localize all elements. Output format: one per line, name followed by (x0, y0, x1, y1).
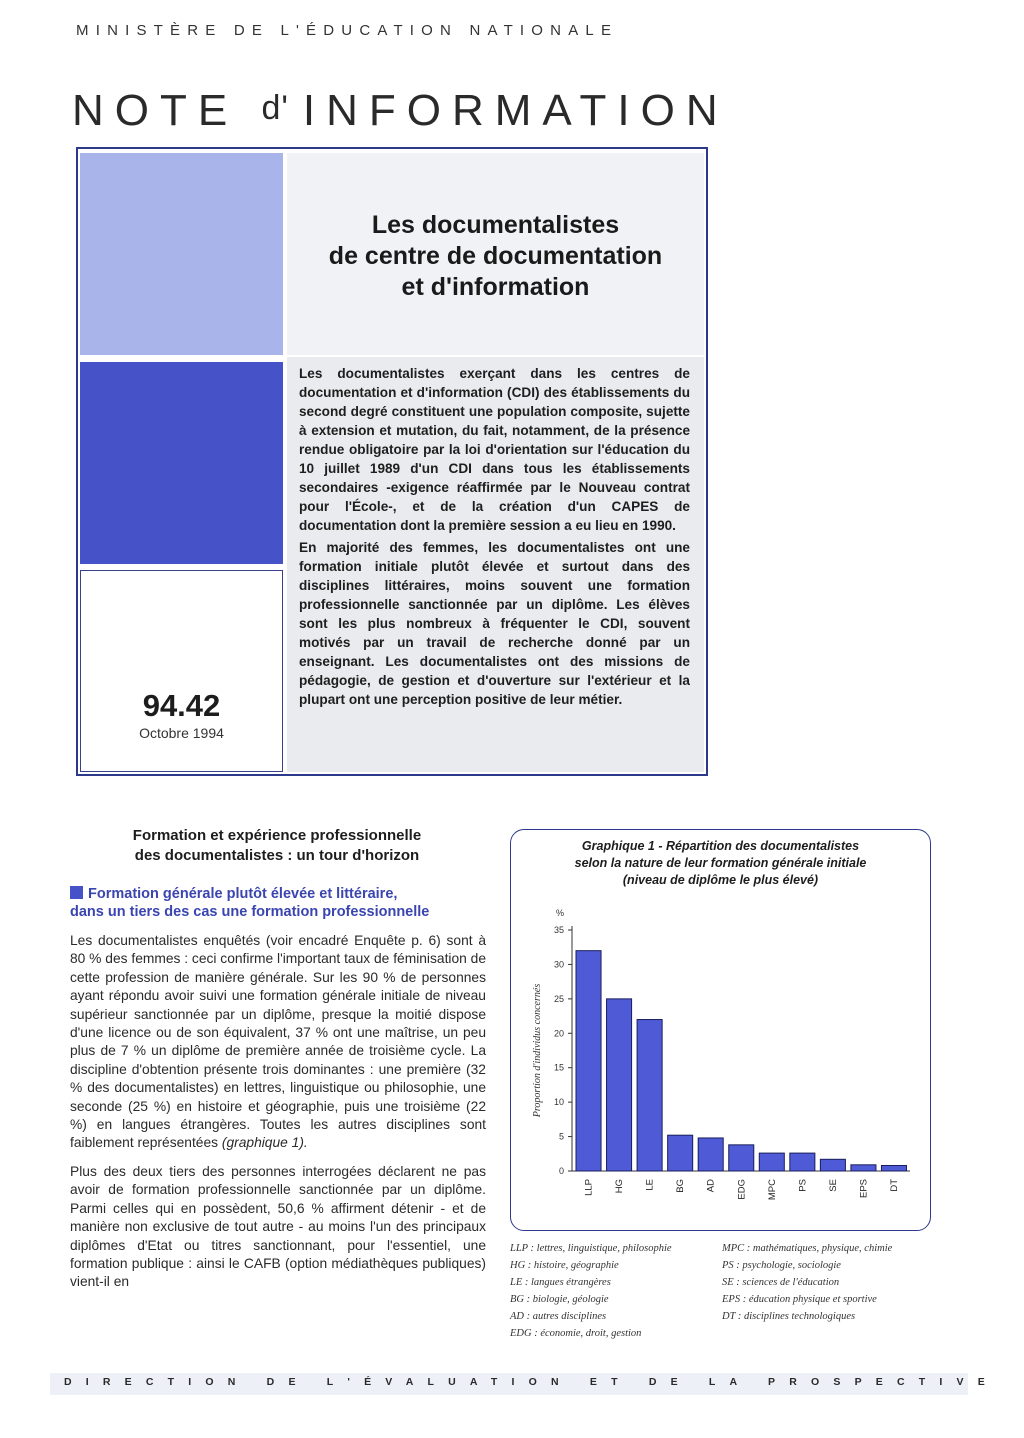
bar-le (637, 1020, 662, 1171)
subsection-heading-line: dans un tiers des cas une formation professionnelle (70, 904, 430, 920)
publication-title (72, 86, 732, 136)
legend-entry: HG : histoire, géographie (510, 1260, 619, 1271)
chart-title-line: (niveau de diplôme le plus élevé) (622, 873, 819, 887)
bar-mpc (759, 1153, 784, 1171)
bar-hg (607, 999, 632, 1171)
y-tick-label: 5 (558, 1131, 564, 1142)
y-unit-label: % (555, 908, 565, 918)
legend-entry: SE : sciences de l'éducation (722, 1277, 840, 1288)
title-d: d' (261, 89, 289, 127)
bar-se (820, 1159, 845, 1171)
bar-eps (851, 1165, 876, 1171)
title-information: INFORMATION (302, 86, 729, 135)
legend-entry: DT : disciplines technologiques (722, 1311, 856, 1322)
section-heading-line: des documentalistes : un tour d'horizon (134, 847, 420, 864)
bar-edg (729, 1145, 754, 1171)
x-tick-label: LE (644, 1179, 656, 1191)
chart-title (514, 838, 927, 889)
legend-entry: PS : psychologie, sociologie (722, 1260, 841, 1271)
bar-chart (514, 900, 927, 1220)
x-tick-label: HG (614, 1179, 626, 1194)
x-tick-label: SE (827, 1179, 839, 1192)
body-paragraph: Plus des deux tiers des personnes interrogées déclarent ne pas avoir de formation professionnelle sanctionnée par un diplôme. Parmi celles qui en possèdent, 50,6 % affirment détenir - et de manière non exclusive de tout autre - au moins l'un des principaux diplômes d'Etat ou titres sanctionnant, pour l'essentiel, une formation publique : ainsi le CAFB (option médiathèques publiques) vient-il en (70, 1163, 486, 1290)
bar-dt (881, 1165, 906, 1171)
paragraph-text: Les documentalistes enquêtés (voir encadré Enquête p. 6) sont à 80 % des femmes : ceci confirme l'important taux de féminisation de cette profession de manière générale. Sur les 90 % de personnes ayant répondu avoir suivi une formation générale initiale de niveau supérieur sanctionnée par un diplôme, presque la moitié dispose d'une licence ou de son équivalent, 37 % ont une maîtrise, un peu plus de 7 % un diplôme de première année de troisième cycle. La discipline d'obtention présente trois dominantes : une première (32 % des documentalistes) en lettres, linguistique ou philosophie, une seconde (25 %) en histoire et géographie, puis une troisième (22 %) en langues étrangères. Toutes les autres disciplines sont faiblement représentées (70, 933, 486, 1151)
x-tick-label: DT (888, 1179, 900, 1192)
legend-entry: AD : autres disciplines (510, 1311, 607, 1322)
document-title (287, 210, 704, 303)
legend-entry: BG : biologie, géologie (510, 1294, 609, 1305)
issue-number: 94.42 (142, 688, 221, 723)
legend-entry: EDG : économie, droit, gestion (510, 1328, 642, 1339)
x-tick-label: MPC (766, 1179, 778, 1201)
chart-legend-right (722, 1240, 937, 1325)
subsection-heading (70, 885, 484, 921)
issue-box (80, 570, 283, 772)
body-paragraph (70, 932, 486, 1153)
y-tick-label: 35 (553, 925, 564, 935)
ministry-header: MINISTÈRE DE L'ÉDUCATION NATIONALE (76, 22, 619, 39)
section-heading-line: Formation et expérience professionnelle (132, 827, 422, 844)
y-tick-label: 30 (553, 959, 564, 970)
y-axis-title: Proportion d'individus concernés (532, 983, 543, 1118)
abstract-paragraph: Les documentalistes exerçant dans les centres de documentation et d'information (CDI) des établissements du second degré constituent une population composite, sujette à extension et mutation, du fait, notamment, de la présence rendue obligatoire par la loi d'orientation sur l'éducation du 10 juillet 1989 d'un CDI dans tous les établissements secondaires -exigence réaffirmée par le Nouveau contrat pour l'École-, et de la création d'un CAPES de documentation dont la première session a eu lieu en 1990. (299, 366, 690, 533)
legend-entry: MPC : mathématiques, physique, chimie (722, 1243, 893, 1254)
y-tick-label: 15 (553, 1062, 564, 1073)
chart-legend-left (510, 1240, 715, 1342)
x-tick-label: EPS (858, 1179, 870, 1199)
x-tick-label: LLP (583, 1179, 595, 1196)
title-line: et d'information (401, 273, 590, 301)
x-tick-label: EDG (736, 1179, 748, 1200)
bar-bg (668, 1135, 693, 1171)
chart-title-line: selon la nature de leur formation générale initiale (574, 856, 867, 870)
legend-entry: LE : langues étrangères (510, 1277, 611, 1288)
x-tick-label: BG (675, 1179, 687, 1193)
body-text (70, 932, 486, 1302)
legend-entry: EPS : éducation physique et sportive (722, 1294, 877, 1305)
section-heading (70, 826, 484, 866)
figure-reference: (graphique 1). (221, 1135, 308, 1151)
title-line: de centre de documentation (328, 242, 663, 270)
square-bullet-icon (70, 886, 83, 899)
abstract-paragraph: En majorité des femmes, les documentalistes ont une formation initiale plutôt élevée et surtout dans des disciplines littéraires, moins souvent une formation professionnelle sanctionnée par un diplôme. Les élèves sont les plus nombreux à fréquenter le CDI, souvent motivés par un travail de recherche donné par un enseignant. Les documentalistes ont des missions de pédagogie, de gestion et d'ouverture sur l'extérieur et la plupart ont une perception positive de leur métier. (299, 540, 690, 707)
y-tick-label: 25 (553, 993, 564, 1004)
title-note: NOTE (72, 86, 239, 135)
decor-block-light (80, 153, 283, 355)
issue-date: Octobre 1994 (139, 725, 224, 741)
bar-ad (698, 1138, 723, 1171)
y-tick-label: 10 (553, 1097, 564, 1108)
chart-title-line: Graphique 1 - Répartition des documentalistes (581, 839, 860, 853)
title-line: Les documentalistes (371, 211, 620, 239)
x-tick-label: AD (705, 1179, 717, 1193)
abstract (299, 364, 690, 712)
decor-block-dark (80, 362, 283, 564)
subsection-heading-line: Formation générale plutôt élevée et littéraire, (88, 886, 398, 902)
legend-entry: LLP : lettres, linguistique, philosophie (510, 1243, 672, 1254)
bar-ps (790, 1153, 815, 1171)
footer-directorate: DIRECTION DE L'ÉVALUATION ET DE LA PROSPECTIVE (64, 1376, 999, 1388)
y-tick-label: 20 (553, 1028, 564, 1039)
bar-llp (576, 951, 601, 1171)
y-tick-label: 0 (558, 1166, 564, 1176)
x-tick-label: PS (797, 1179, 809, 1192)
